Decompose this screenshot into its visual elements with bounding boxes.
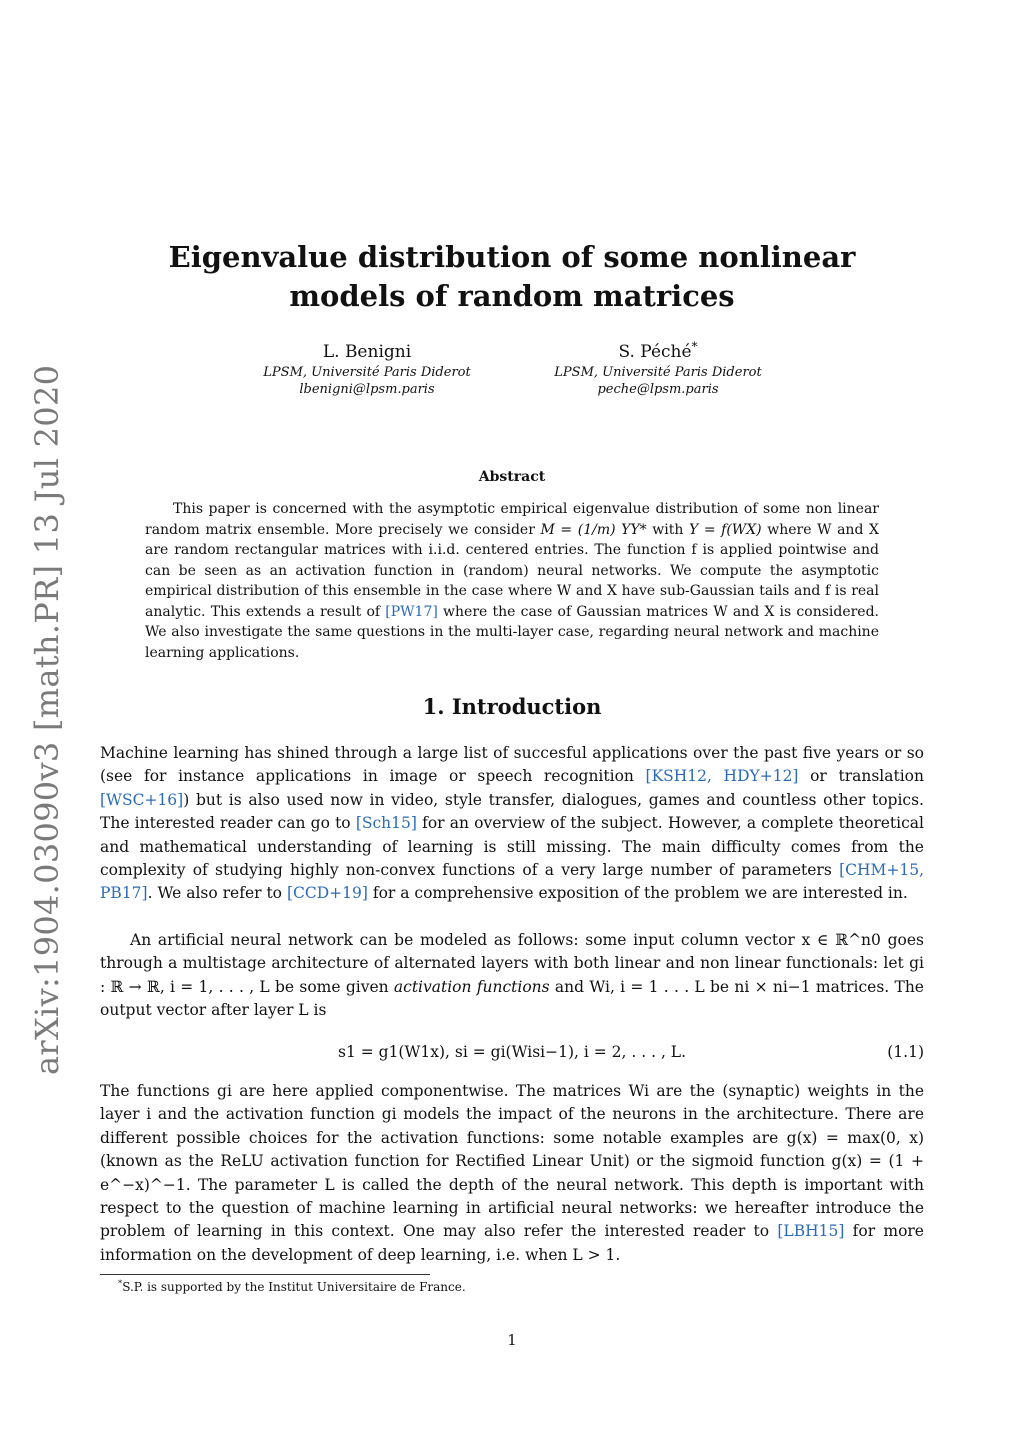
citation-link[interactable]: [CCD+19] xyxy=(286,884,368,903)
author-block-1 xyxy=(217,340,517,398)
paragraph-text: Machine learning has shined through a large list of succesful applications over the past five years or so (see for instance applications in image or speech recognition xyxy=(100,744,924,786)
author-email[interactable]: lbenigni@lpsm.paris xyxy=(299,382,435,397)
equation-body: s1 = g1(W1x), si = gi(Wisi−1), i = 2, . . . , L. xyxy=(337,1043,687,1061)
paragraph-text: for an overview of the subject. However, a complete theoretical and mathematical understanding of learning is still missing. The main difficulty comes from the complexity of studying highly non-convex functions of a very large number of parameters xyxy=(100,814,925,880)
paragraph-text: and Wi, i = 1 . . . L be ni × ni−1 matrices. The output vector after layer L is xyxy=(100,977,924,1020)
citation-link[interactable]: [LBH15] xyxy=(777,1222,845,1241)
author-block-2 xyxy=(508,340,808,398)
footnote-text: S.P. is supported by the Institut Universitaire de France. xyxy=(122,1280,466,1294)
paragraph-text: for a comprehensive exposition of the problem we are interested in. xyxy=(367,884,908,903)
footnote-divider xyxy=(100,1274,430,1275)
citation-link[interactable]: [PW17] xyxy=(385,603,438,620)
abstract-text: with xyxy=(646,521,689,538)
footnote-marker[interactable]: * xyxy=(691,339,698,354)
abstract-text: where W and X are random rectangular matrices with i.i.d. centered entries. The function f is applied pointwise and can be seen as an activation function in (random) neural networks. We compute the asymptotic empirical distribution of this ensemble in the case where W and X have sub-Gaussian tails and f is real analytic. This extends a result of xyxy=(145,521,879,620)
author-affiliation: LPSM, Université Paris Diderot xyxy=(554,365,762,380)
page-number: 1 xyxy=(507,1331,517,1349)
paper-title: Eigenvalue distribution of some nonlinear models of random matrices xyxy=(168,240,856,313)
author-name xyxy=(508,340,808,364)
paragraph-text: An artificial neural network can be modeled as follows: some input column vector x ∈ ℝ^n0 goes through a multistage architecture of alternated layers with both linear and non linear functionals: let gi : ℝ → ℝ, i = 1, . . . , L be some given xyxy=(100,931,924,996)
paragraph-text: The functions gi are here applied componentwise. The matrices Wi are the (synaptic) weights in the layer i and the activation function gi models the impact of the neurons in the architecture. There are different possible choices for the activation functions: some notable examples are g(x) = max(0, x) (known as the ReLU activation function for Rectified Linear Unit) or the sigmoid function g(x) = (1 + e^−x)^−1. The parameter L is called the depth of the neural network. This depth is important with respect to the question of machine learning in artificial neural networks: we hereafter introduce the problem of learning in this context. One may also refer the interested reader to xyxy=(100,1082,924,1241)
citation-link[interactable]: [KSH12, HDY+12] xyxy=(645,767,799,786)
section-heading: 1. Introduction xyxy=(422,694,602,719)
equation-1-1 xyxy=(100,1040,924,1064)
intro-paragraph-3 xyxy=(100,1080,924,1267)
arxiv-stamp[interactable]: arXiv:1904.03090v3 [math.PR] 13 Jul 2020 xyxy=(28,364,66,1075)
author-name-text: S. Péché xyxy=(618,342,692,362)
abstract-body xyxy=(145,499,879,663)
citation-link[interactable]: [CHM+15, PB17] xyxy=(100,861,924,903)
paragraph-text: ) but is also used now in video, style transfer, dialogues, games and countless other topics. The interested reader can go to xyxy=(100,790,924,833)
emphasis-text: activation functions xyxy=(393,977,550,996)
intro-paragraph-2 xyxy=(100,929,924,1023)
abstract-text: where the case of Gaussian matrices W and X is considered. We also investigate the same questions in the multi-layer case, regarding neural network and machine learning applications. xyxy=(145,603,880,661)
abstract-heading: Abstract xyxy=(478,469,546,485)
intro-paragraph-1 xyxy=(100,742,924,906)
equation-number: (1.1) xyxy=(887,1043,924,1061)
paragraph-text: . We also refer to xyxy=(147,884,287,903)
math-m-definition: M = (1/m) YY* xyxy=(540,521,647,538)
citation-link[interactable]: [Sch15] xyxy=(355,814,417,833)
paragraph-text: for more information on the development of deep learning, i.e. when L > 1. xyxy=(100,1222,924,1264)
author-name: L. Benigni xyxy=(322,342,412,362)
abstract-text: This paper is concerned with the asymptotic empirical eigenvalue distribution of some non linear random matrix ensemble. More precisely we consider xyxy=(145,501,879,538)
author-affiliation: LPSM, Université Paris Diderot xyxy=(263,365,471,380)
math-y-definition: Y = f(WX) xyxy=(688,521,762,538)
paragraph-text: or translation xyxy=(798,767,924,786)
footnote-marker: * xyxy=(118,1278,123,1288)
author-email[interactable]: peche@lpsm.paris xyxy=(597,382,719,397)
citation-link[interactable]: [WSC+16] xyxy=(100,790,184,809)
footnote xyxy=(118,1279,818,1295)
